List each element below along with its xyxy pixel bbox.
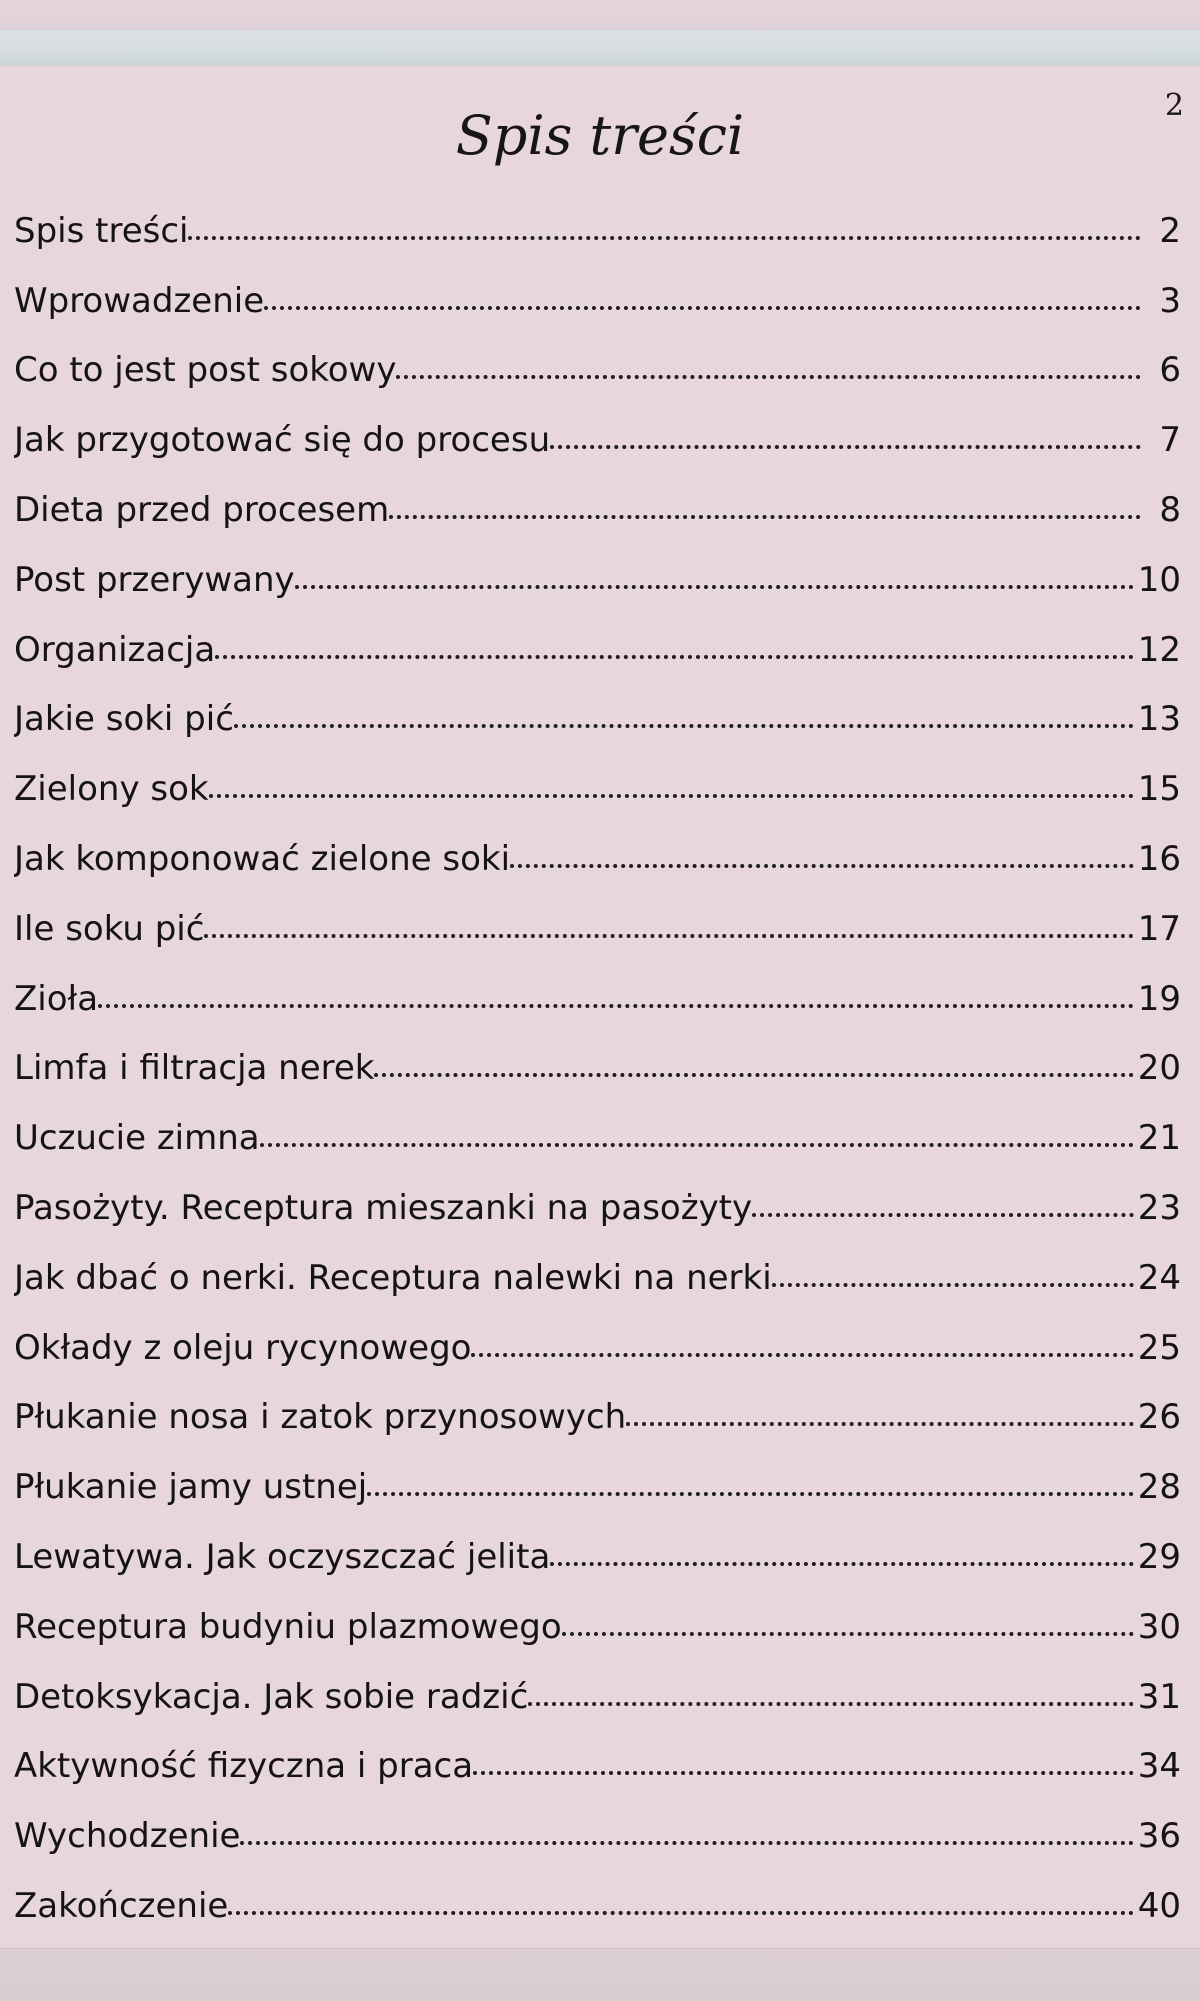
- toc-entry-title: Limfa i filtracja nerek: [14, 1048, 375, 1089]
- toc-entry-title: Dieta przed procesem: [14, 489, 390, 530]
- toc-entry-page: 16: [1137, 838, 1181, 879]
- toc-entry[interactable]: [14, 670, 1181, 740]
- toc-entry-title: Jak komponować zielone soki: [14, 838, 511, 879]
- bottom-bar: [0, 1948, 1200, 2001]
- toc-entry-page: 26: [1137, 1397, 1181, 1438]
- toc-entry[interactable]: [14, 1437, 1181, 1507]
- toc-entry[interactable]: [14, 1228, 1181, 1298]
- toc-entry-page: 10: [1137, 559, 1181, 600]
- dot-leader: [228, 1911, 1133, 1915]
- page-number: 2: [1164, 88, 1184, 123]
- dot-leader: [234, 724, 1134, 728]
- toc-entry-page: 30: [1137, 1606, 1181, 1647]
- toc-entry-page: 12: [1137, 629, 1181, 670]
- toc-entry-page: 28: [1137, 1467, 1181, 1508]
- dot-leader: [471, 1353, 1133, 1357]
- dot-leader: [374, 1073, 1133, 1077]
- toc-entry[interactable]: [14, 600, 1181, 670]
- toc-entry[interactable]: [14, 1298, 1181, 1368]
- toc-entry[interactable]: [14, 1647, 1181, 1717]
- toc-entry[interactable]: [14, 1717, 1181, 1787]
- toc-entry[interactable]: [14, 1577, 1181, 1647]
- toc-entry-title: Co to jest post sokowy: [14, 350, 397, 391]
- toc-entry[interactable]: [14, 1019, 1181, 1089]
- toc-entry[interactable]: [14, 1786, 1181, 1856]
- toc-entry-title: Ile soku pić: [14, 908, 205, 949]
- dot-leader: [389, 515, 1141, 519]
- dot-leader: [188, 236, 1141, 240]
- toc-entry-title: Zioła: [14, 978, 99, 1019]
- toc-entry-page: 24: [1137, 1257, 1181, 1298]
- toc-entry-page: 13: [1137, 699, 1181, 740]
- toc-entry-title: Aktywność fizyczna i praca: [14, 1746, 474, 1787]
- dot-leader: [98, 1004, 1134, 1008]
- toc-entry-title: Post przerywany: [14, 559, 295, 600]
- toc-entry[interactable]: [14, 949, 1181, 1019]
- toc-entry[interactable]: [14, 1158, 1181, 1228]
- toc-entry-title: Receptura budyniu plazmowego: [14, 1606, 562, 1647]
- toc-entry[interactable]: [14, 1856, 1181, 1926]
- dot-leader: [260, 1143, 1134, 1147]
- toc-entry[interactable]: [14, 809, 1181, 879]
- toc-entry-title: Spis treści: [14, 210, 189, 251]
- toc-entry[interactable]: [14, 530, 1181, 600]
- dot-leader: [204, 934, 1133, 938]
- toc-entry-page: 17: [1137, 908, 1181, 949]
- toc-entry[interactable]: [14, 879, 1181, 949]
- toc-entry-title: Zielony sok: [14, 769, 209, 810]
- toc-entry-title: Wprowadzenie: [14, 280, 265, 321]
- toc-entry-page: 34: [1137, 1746, 1181, 1787]
- dot-leader: [240, 1841, 1133, 1845]
- dot-leader: [562, 1632, 1134, 1636]
- toc-entry-title: Uczucie zimna: [14, 1118, 260, 1159]
- toc-entry-title: Jakie soki pić: [14, 699, 234, 740]
- toc-entry-page: 20: [1137, 1048, 1181, 1089]
- top-divider: [0, 30, 1200, 67]
- toc-entry[interactable]: [14, 1088, 1181, 1158]
- toc-entry[interactable]: [14, 181, 1181, 251]
- toc-entry-title: Płukanie jamy ustnej: [14, 1467, 368, 1508]
- toc-entry[interactable]: [14, 390, 1181, 460]
- top-chrome: [0, 0, 1200, 30]
- dot-leader: [215, 655, 1134, 659]
- toc-entry-page: 3: [1159, 280, 1181, 321]
- toc-entry-page: 6: [1159, 350, 1181, 391]
- toc-entry-page: 31: [1137, 1676, 1181, 1717]
- toc-entry-title: Pasożyty. Receptura mieszanki na pasożyty: [14, 1187, 753, 1228]
- toc-entry[interactable]: [14, 1368, 1181, 1438]
- toc-entry[interactable]: [14, 321, 1181, 391]
- toc-entry-title: Okłady z oleju rycynowego: [14, 1327, 472, 1368]
- toc-entry-page: 36: [1137, 1816, 1181, 1857]
- toc-entry-title: Jak przygotować się do procesu: [14, 420, 551, 461]
- toc-entry[interactable]: [14, 1507, 1181, 1577]
- toc-entry[interactable]: [14, 460, 1181, 530]
- dot-leader: [772, 1283, 1134, 1287]
- toc-entry-page: 19: [1137, 978, 1181, 1019]
- toc-entry-title: Zakończenie: [14, 1885, 229, 1926]
- document-page: [0, 66, 1200, 1948]
- dot-leader: [528, 1702, 1133, 1706]
- dot-leader: [396, 375, 1141, 379]
- toc-entry-title: Detoksykacja. Jak sobie radzić: [14, 1676, 529, 1717]
- dot-leader: [473, 1771, 1134, 1775]
- dot-leader: [550, 1562, 1133, 1566]
- toc-entry[interactable]: [14, 739, 1181, 809]
- toc-entry-page: 25: [1137, 1327, 1181, 1368]
- dot-leader: [295, 585, 1134, 589]
- toc-entry-page: 15: [1137, 769, 1181, 810]
- toc-entry-page: 29: [1137, 1536, 1181, 1577]
- toc-entry-page: 40: [1137, 1885, 1181, 1926]
- dot-leader: [264, 306, 1141, 310]
- toc-entry-title: Organizacja: [14, 629, 216, 670]
- toc-entry-page: 2: [1159, 210, 1181, 251]
- toc-entry-page: 21: [1137, 1118, 1181, 1159]
- toc-entry[interactable]: [14, 251, 1181, 321]
- dot-leader: [510, 864, 1134, 868]
- toc-entry-page: 7: [1159, 420, 1181, 461]
- dot-leader: [550, 445, 1141, 449]
- toc-entry-page: 23: [1137, 1187, 1181, 1228]
- dot-leader: [367, 1492, 1134, 1496]
- dot-leader: [626, 1422, 1134, 1426]
- dot-leader: [209, 794, 1134, 798]
- dot-leader: [752, 1213, 1134, 1217]
- toc-entry-page: 8: [1159, 489, 1181, 530]
- page-title: Spis treści: [455, 104, 745, 167]
- toc-entry-title: Jak dbać o nerki. Receptura nalewki na nerki: [14, 1257, 772, 1298]
- toc-entry-title: Lewatywa. Jak oczyszczać jelita: [14, 1536, 551, 1577]
- table-of-contents: [14, 181, 1181, 1926]
- toc-entry-title: Płukanie nosa i zatok przynosowych: [14, 1397, 627, 1438]
- toc-entry-title: Wychodzenie: [14, 1816, 241, 1857]
